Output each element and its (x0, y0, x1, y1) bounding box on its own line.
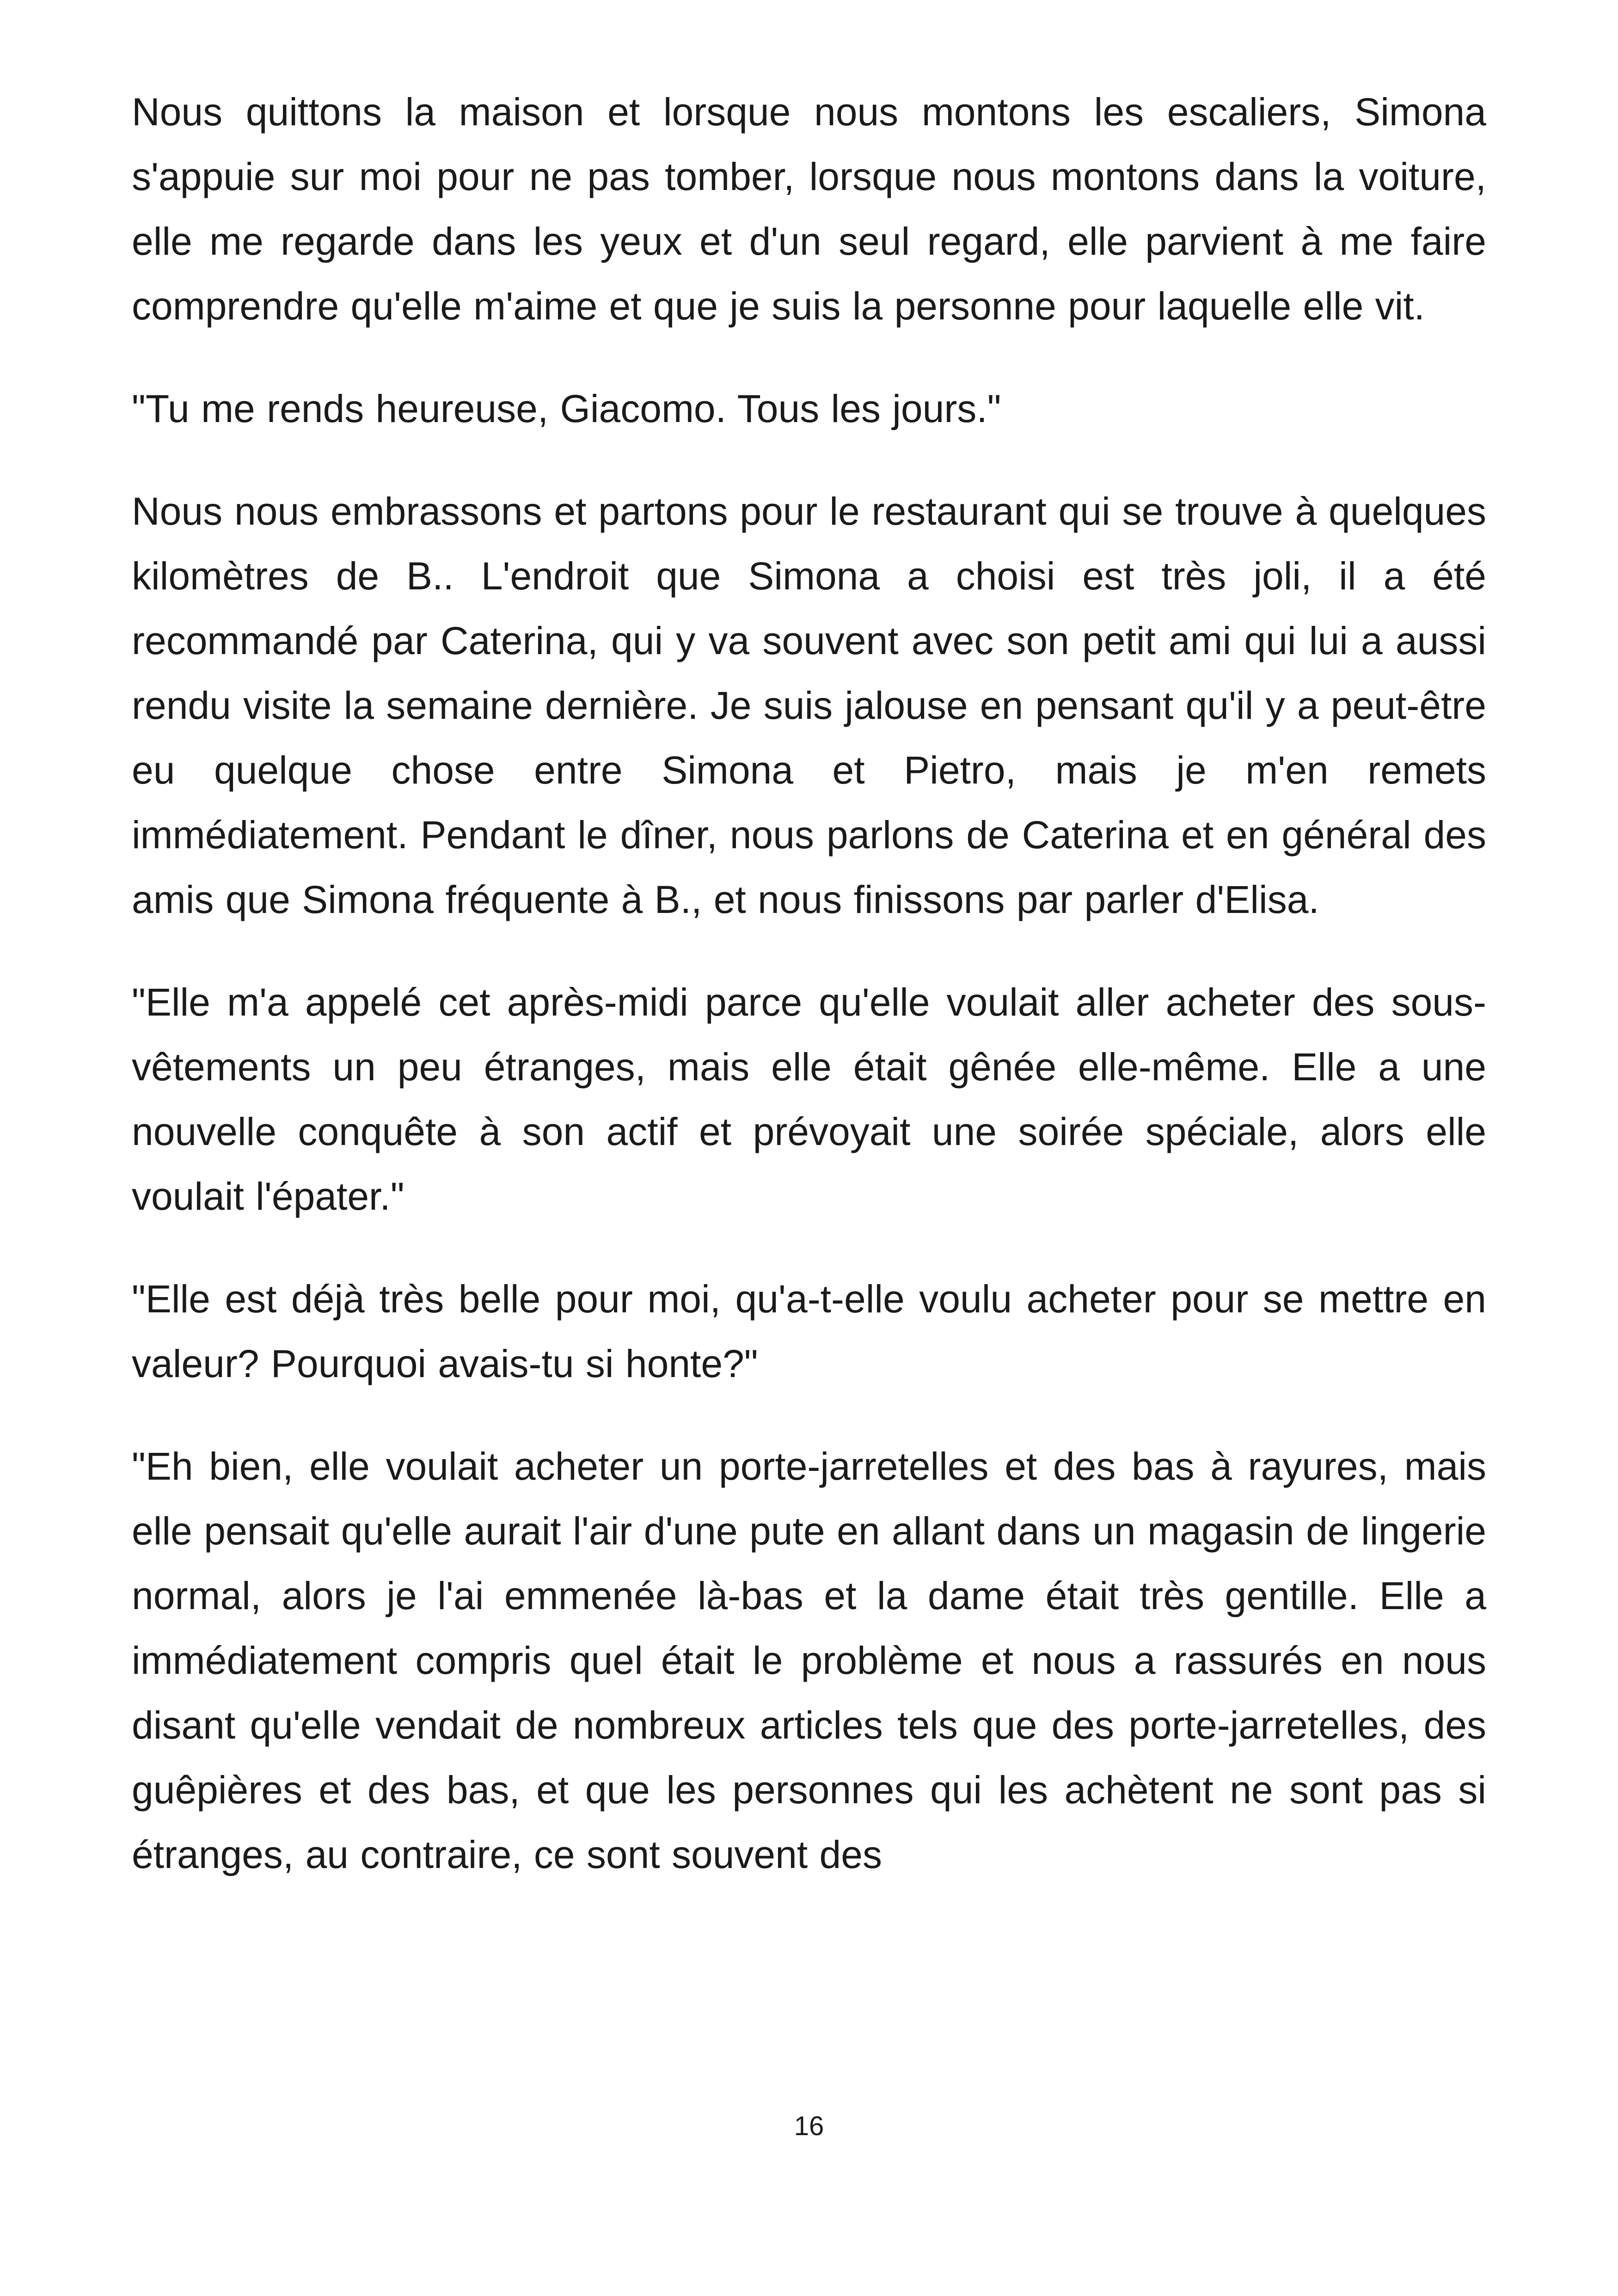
body-text (132, 80, 1486, 1925)
paragraph: "Elle m'a appelé cet après-midi parce qu'elle voulait aller acheter des sous-vêtements un peu étranges, mais elle était gênée elle-même. Elle a une nouvelle conquête à son actif et prévoyait une soirée spéciale, alors elle voulait l'épater." (132, 980, 1486, 1218)
paragraph: "Elle est déjà très belle pour moi, qu'a-t-elle voulu acheter pour se mettre en valeur? Pourquoi avais-tu si honte?" (132, 1277, 1486, 1385)
paragraph: "Eh bien, elle voulait acheter un porte-jarretelles et des bas à rayures, mais elle pensait qu'elle aurait l'air d'une pute en allant dans un magasin de lingerie normal, alors je l'ai emmenée là-bas et la dame était très gentille. Elle a immédiatement compris quel était le problème et nous a rassurés en nous disant qu'elle vendait de nombreux articles tels que des porte-jarretelles, des guêpières et des bas, et que les personnes qui les achètent ne sont pas si étranges, au contraire, ce sont souvent des (132, 1445, 1486, 1876)
page-number: 16 (794, 2111, 824, 2141)
paragraph: Nous quittons la maison et lorsque nous montons les escaliers, Simona s'appuie sur moi pour ne pas tomber, lorsque nous montons dans la voiture, elle me regarde dans les yeux et d'un seul regard, elle parvient à me faire comprendre qu'elle m'aime et que je suis la personne pour laquelle elle vit. (132, 90, 1486, 328)
paragraph: "Tu me rends heureuse, Giacomo. Tous les jours." (132, 387, 1001, 430)
paragraph: Nous nous embrassons et partons pour le restaurant qui se trouve à quelques kilomètres de B.. L'endroit que Simona a choisi est très joli, il a été recommandé par Caterina, qui y va souvent avec son petit ami qui lui a aussi rendu visite la semaine dernière. Je suis jalouse en pensant qu'il y a peut-être eu quelque chose entre Simona et Pietro, mais je m'en remets immédiatement. Pendant le dîner, nous parlons de Caterina et en général des amis que Simona fréquente à B., et nous finissons par parler d'Elisa. (132, 490, 1486, 921)
